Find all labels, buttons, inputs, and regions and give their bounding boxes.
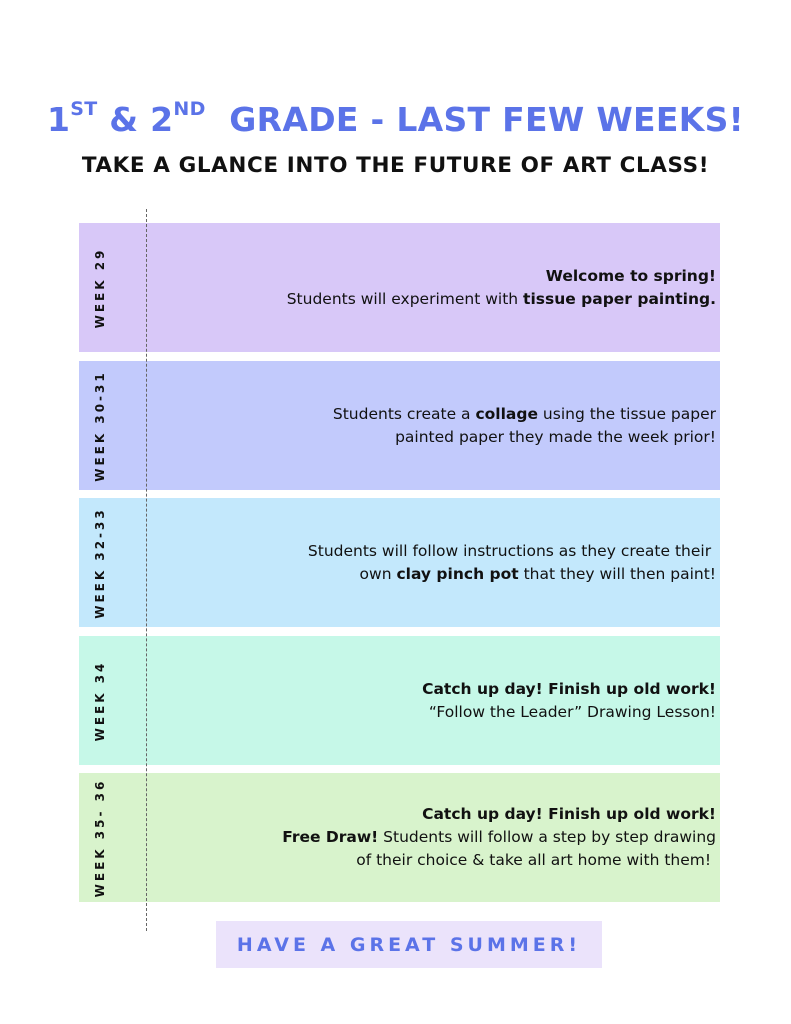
week-label-box xyxy=(79,498,121,627)
description-bold: clay pinch pot xyxy=(396,564,519,583)
title-part: 1 xyxy=(46,100,71,139)
title-superscript: ST xyxy=(70,98,98,120)
week-row-30-31 xyxy=(79,361,720,490)
dashed-divider xyxy=(146,209,147,931)
week-label: WEEK 29 xyxy=(93,247,107,328)
description-bold: Free Draw! xyxy=(282,828,379,846)
description-text: Students will experiment with xyxy=(286,289,524,308)
week-row-29 xyxy=(79,223,720,352)
description-bold: Welcome to spring! xyxy=(545,266,716,285)
description-bold: collage xyxy=(475,404,538,423)
week-description xyxy=(156,773,716,902)
week-label-box xyxy=(79,361,121,490)
description-bold: tissue paper painting. xyxy=(523,289,716,308)
week-label: WEEK 32-33 xyxy=(93,506,107,619)
week-label-box xyxy=(79,636,121,765)
description-bold: Catch up day! Finish up old work! xyxy=(422,679,716,698)
description-bold: Catch up day! Finish up old work! xyxy=(422,805,716,823)
title-superscript: ND xyxy=(173,98,206,120)
week-description xyxy=(156,636,716,765)
week-row-32-33 xyxy=(79,498,720,627)
description-text: that they will then paint! xyxy=(518,564,716,583)
description-text: “Follow the Leader” Drawing Lesson! xyxy=(428,702,716,721)
description-text: Students create a xyxy=(332,404,476,423)
week-description xyxy=(156,361,716,490)
description-text: Students will follow a step by step drawing xyxy=(378,828,716,846)
page-subtitle: TAKE A GLANCE INTO THE FUTURE OF ART CLASS! xyxy=(81,153,710,178)
week-description xyxy=(156,223,716,352)
title-part: & 2 xyxy=(97,100,174,139)
week-label: WEEK 35- 36 xyxy=(93,778,107,897)
title-part: GRADE - LAST FEW WEEKS! xyxy=(205,100,745,139)
week-row-34 xyxy=(79,636,720,765)
description-text: painted paper they made the week prior! xyxy=(395,427,716,446)
week-label: WEEK 30-31 xyxy=(93,369,107,482)
week-description xyxy=(156,498,716,627)
summer-banner xyxy=(216,921,602,968)
week-row-35-36 xyxy=(79,773,720,902)
description-text: Students will follow instructions as they create their xyxy=(307,541,716,560)
week-label-box xyxy=(79,223,121,352)
week-label: WEEK 34 xyxy=(93,660,107,741)
description-text: own xyxy=(359,564,397,583)
description-text: using the tissue paper xyxy=(538,404,716,423)
description-text: of their choice & take all art home with them! xyxy=(356,851,716,869)
page-title xyxy=(0,100,791,139)
week-label-box xyxy=(79,773,121,902)
banner-text: HAVE A GREAT SUMMER! xyxy=(236,933,582,956)
